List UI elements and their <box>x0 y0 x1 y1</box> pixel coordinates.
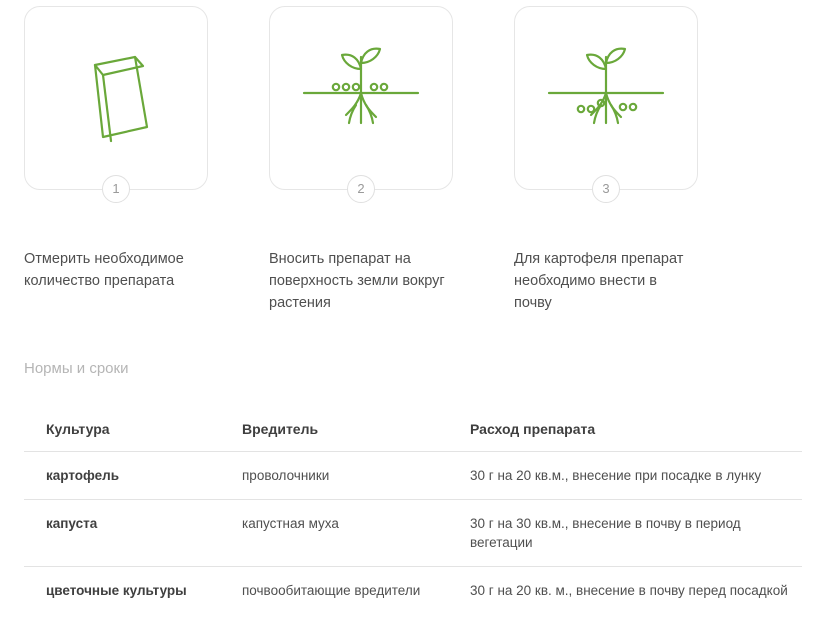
step-3-card <box>514 6 698 196</box>
packet-icon <box>51 31 181 151</box>
cell-usage: 30 г на 20 кв.м., внесение при посадке в лунку <box>448 452 802 500</box>
norms-table-wrapper <box>24 421 802 614</box>
step-3 <box>514 6 698 314</box>
plant-surface-granules-icon <box>296 31 426 151</box>
step-2-number: 2 <box>347 175 375 203</box>
table-row <box>24 500 802 567</box>
cell-pest: проволочники <box>220 452 448 500</box>
step-1-card <box>24 6 208 196</box>
steps-row <box>24 0 802 314</box>
section-title: Нормы и сроки <box>24 360 129 377</box>
step-1-number: 1 <box>102 175 130 203</box>
step-3-text: Для картофеля препарат необходимо внести в почву <box>514 251 684 311</box>
step-1 <box>24 6 208 314</box>
cell-pest: почвообитающие вредители <box>242 583 421 598</box>
step-2-text: Вносить препарат на поверхность земли вокруг растения <box>269 251 445 311</box>
cell-culture: картофель <box>24 452 220 500</box>
norms-table <box>24 421 802 614</box>
table-row <box>24 567 802 615</box>
column-header-pest: Вредитель <box>220 421 448 452</box>
table-header-row <box>24 421 802 452</box>
step-3-number: 3 <box>592 175 620 203</box>
step-1-text: Отмерить необходимое количество препарата <box>24 251 184 289</box>
column-header-usage: Расход препарата <box>448 421 802 452</box>
cell-usage: 30 г на 20 кв. м., внесение в почву перед посадкой <box>470 583 788 598</box>
cell-culture: капуста <box>24 500 220 567</box>
plant-soil-granules-icon <box>541 31 671 151</box>
table-row <box>24 452 802 500</box>
column-header-culture: Культура <box>24 421 220 452</box>
cell-pest: капустная муха <box>220 500 448 567</box>
cell-culture: цветочные культуры <box>46 583 187 598</box>
step-2 <box>269 6 453 314</box>
step-2-card <box>269 6 453 196</box>
cell-usage: 30 г на 30 кв.м., внесение в почву в период вегетации <box>448 500 802 567</box>
